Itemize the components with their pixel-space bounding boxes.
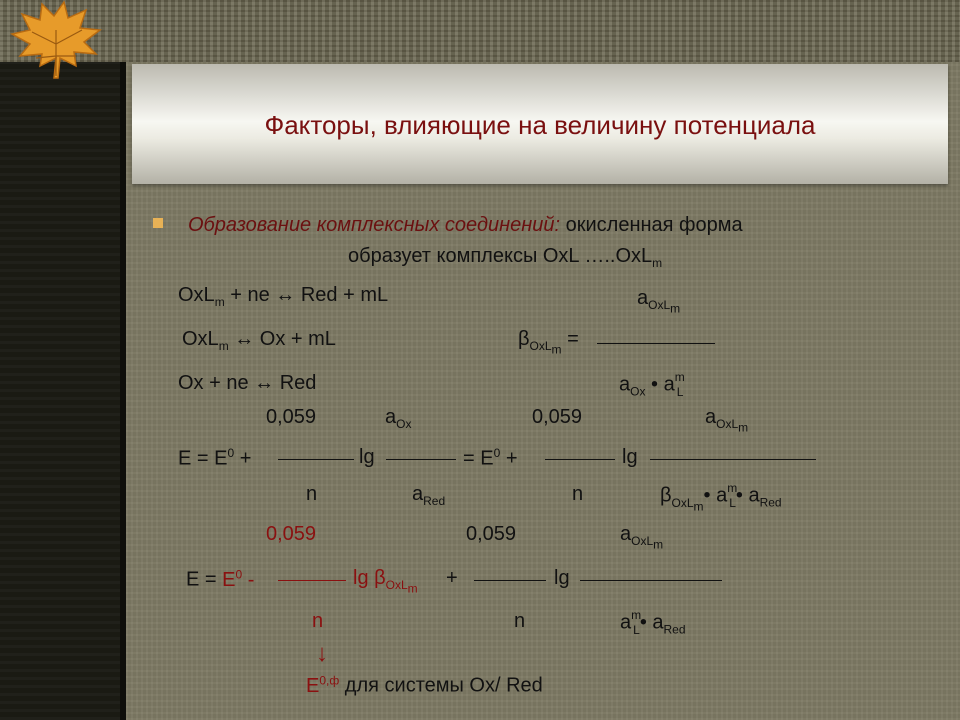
bullet-line-2: образует комплексы OxL …..OxL$_m$ <box>348 245 663 270</box>
nernst1-numerator: $a_{Ox}$ <box>385 406 412 431</box>
beta-fraction-line <box>597 343 715 344</box>
nernst1-fraction-line-3 <box>545 459 615 460</box>
bullet-line-1: Образование комплексных соединений: окисленная форма <box>188 214 743 236</box>
nernst2-n2: n <box>514 610 526 632</box>
nernst2-denominator: $a^m_L•$ $a_{Red}$ <box>620 608 686 637</box>
formal-potential-text: $E^{0,ф}$ для системы Ox/ Red <box>306 673 543 697</box>
nernst2-numerator: $a_{OxL_m}$ <box>620 523 664 552</box>
nernst2-fraction-line-2 <box>474 580 546 581</box>
nernst1-n: n <box>306 483 318 505</box>
bullet-marker <box>153 218 163 228</box>
top-texture-band <box>0 0 960 62</box>
equation-redox: Ox + ne ↔ Red <box>178 372 317 394</box>
nernst1-coef: 0,059 <box>266 406 317 428</box>
nernst2-lg2: lg <box>554 567 570 589</box>
nernst2-fraction-line-1 <box>278 580 346 581</box>
nernst2-fraction-line-3 <box>580 580 722 581</box>
down-arrow-icon: ↓ <box>316 640 328 667</box>
nernst1-fraction-line-2 <box>386 459 456 460</box>
left-dark-band <box>0 62 120 720</box>
equation-complex-reduction: OxL$_m$ + ne ↔ Red + mL <box>178 284 389 309</box>
nernst1-denominator2: $\beta_{OxL_m}•$ $a^m_L•$ $a_{Red}$ <box>660 481 782 514</box>
nernst1-lhs: $E = E^0$ + <box>178 446 252 470</box>
nernst2-coef2: 0,059 <box>466 523 517 545</box>
beta-symbol: $\beta_{OxL_m}$ = <box>518 328 579 357</box>
nernst1-numerator2: $a_{OxL_m}$ <box>705 406 749 435</box>
nernst2-lhs: $E = E^0$ - <box>186 567 255 591</box>
nernst1-denominator: $a_{Red}$ <box>412 483 446 508</box>
nernst1-lg2: lg <box>622 446 638 468</box>
nernst2-n: n <box>312 610 324 632</box>
nernst1-coef2: 0,059 <box>532 406 583 428</box>
nernst2-coef: 0,059 <box>266 523 317 545</box>
nernst1-eq: = $E^0$ + <box>463 446 518 470</box>
slide-title: Факторы, влияющие на величину потенциала <box>264 110 816 140</box>
nernst1-fraction-line-1 <box>278 459 354 460</box>
beta-denominator: $a_{Ox}$ • $a^m_L$ <box>619 370 685 399</box>
nernst1-lg: lg <box>359 446 375 468</box>
nernst1-fraction-line-4 <box>650 459 816 460</box>
equation-complex-dissociation: OxL$_m$ ↔ Ox + mL <box>182 328 336 353</box>
nernst1-n2: n <box>572 483 584 505</box>
nernst2-lg-beta: $\lg \beta_{OxL_m}$ <box>353 567 418 596</box>
maple-leaf-icon <box>2 0 112 82</box>
beta-numerator: $a_{OxL_m}$ <box>637 287 681 316</box>
nernst2-plus: + <box>446 567 458 589</box>
